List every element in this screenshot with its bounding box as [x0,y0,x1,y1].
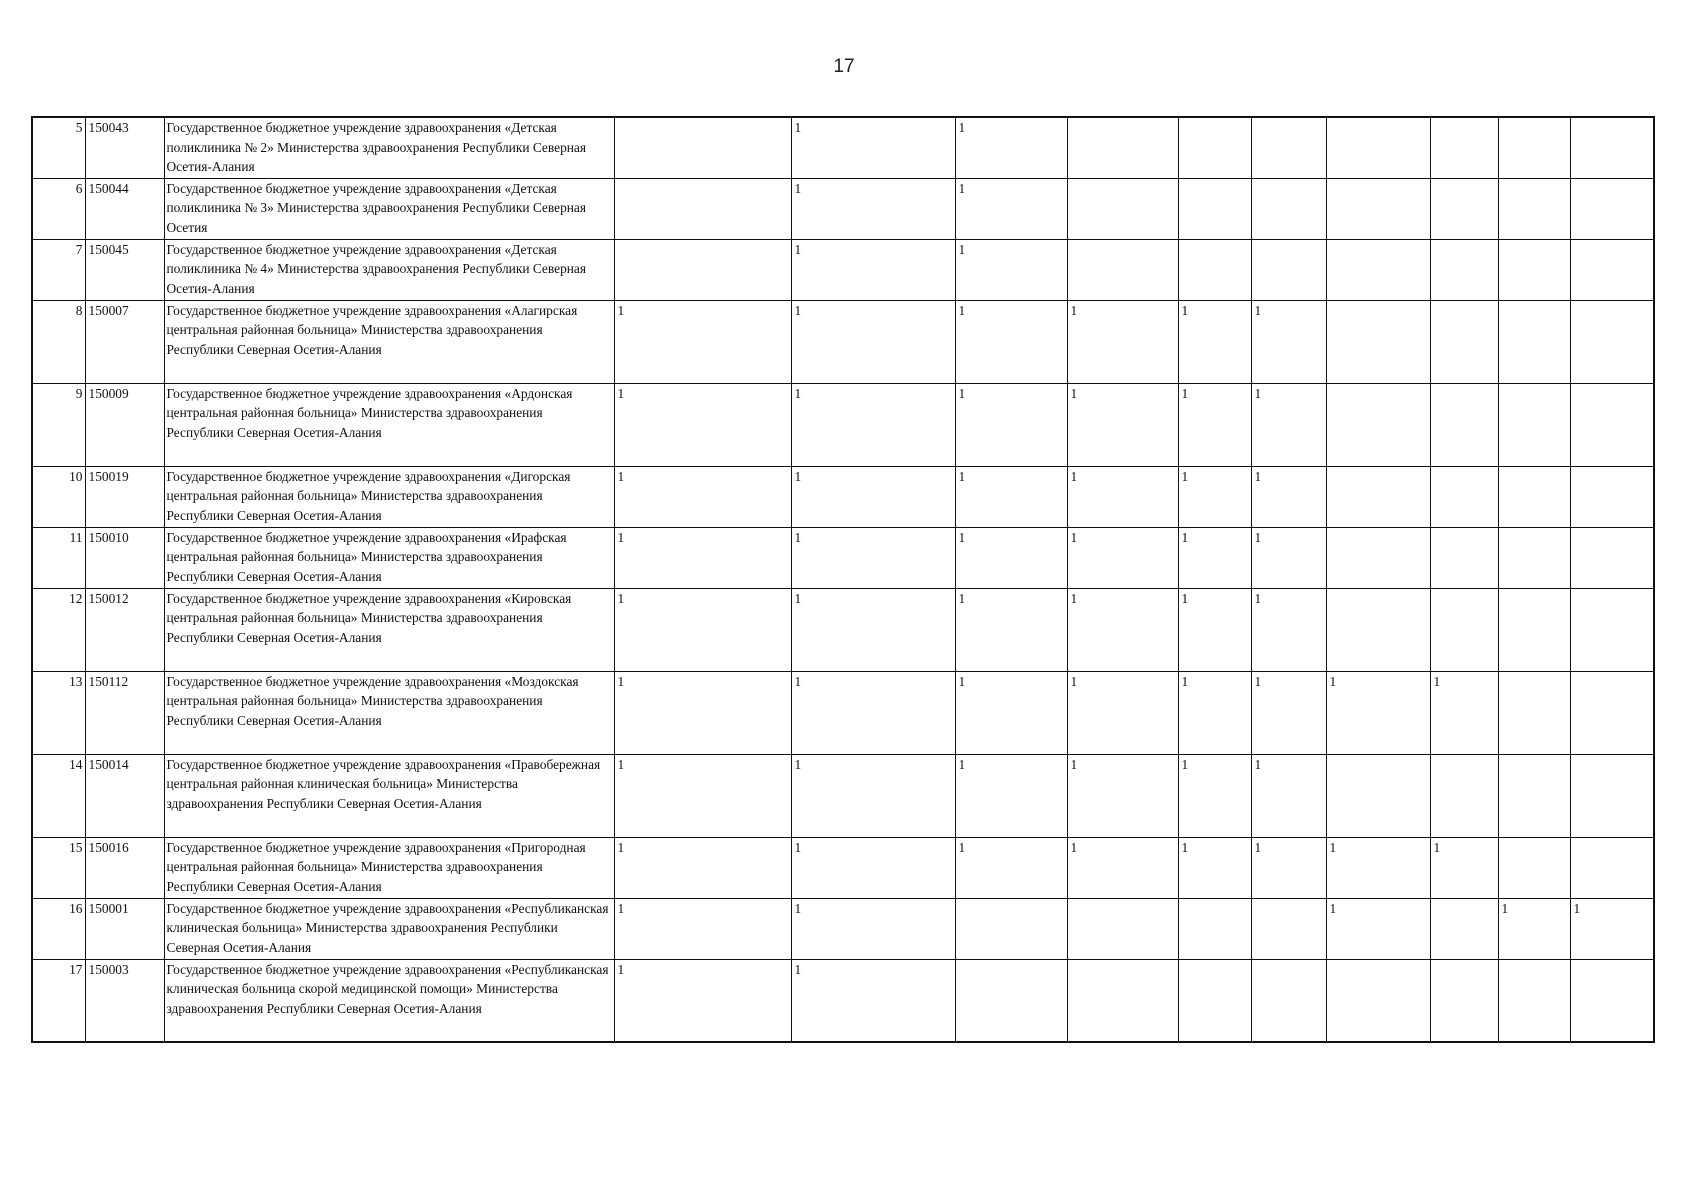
mark-cell-4 [1067,239,1178,300]
mark-cell-2: 1 [791,239,955,300]
mark-cell-3: 1 [955,300,1067,383]
table-row [32,588,1654,671]
mark-cell-1: 1 [614,959,791,1042]
mark-cell-7 [1326,959,1430,1042]
mark-cell-6: 1 [1251,383,1326,466]
mark-cell-6: 1 [1251,671,1326,754]
mark-cell-8: 1 [1430,837,1498,898]
mark-cell-10 [1570,466,1654,527]
mark-cell-1: 1 [614,383,791,466]
mark-cell-9 [1498,527,1570,588]
institution-code: 150012 [85,588,164,671]
mark-cell-9 [1498,959,1570,1042]
mark-cell-6 [1251,898,1326,959]
mark-cell-2: 1 [791,898,955,959]
mark-cell-3: 1 [955,527,1067,588]
mark-cell-5: 1 [1178,754,1251,837]
mark-cell-6: 1 [1251,754,1326,837]
mark-cell-8 [1430,588,1498,671]
mark-cell-4: 1 [1067,671,1178,754]
mark-cell-4: 1 [1067,754,1178,837]
row-number: 16 [32,898,85,959]
institution-name: Государственное бюджетное учреждение здравоохранения «Пригородная центральная районная больница» Министерства здравоохранения Республики Северная Осетия-Алания [164,837,614,898]
mark-cell-4: 1 [1067,837,1178,898]
mark-cell-7 [1326,527,1430,588]
mark-cell-4 [1067,178,1178,239]
mark-cell-8 [1430,898,1498,959]
mark-cell-4: 1 [1067,383,1178,466]
mark-cell-1: 1 [614,671,791,754]
mark-cell-9 [1498,178,1570,239]
mark-cell-5: 1 [1178,527,1251,588]
mark-cell-5: 1 [1178,466,1251,527]
row-number: 9 [32,383,85,466]
mark-cell-1: 1 [614,754,791,837]
mark-cell-6: 1 [1251,466,1326,527]
mark-cell-7: 1 [1326,837,1430,898]
mark-cell-7: 1 [1326,671,1430,754]
mark-cell-9 [1498,300,1570,383]
mark-cell-8 [1430,239,1498,300]
mark-cell-10 [1570,383,1654,466]
row-number: 8 [32,300,85,383]
row-number: 14 [32,754,85,837]
mark-cell-5: 1 [1178,588,1251,671]
mark-cell-9 [1498,466,1570,527]
table-row [32,527,1654,588]
mark-cell-4: 1 [1067,588,1178,671]
mark-cell-7 [1326,178,1430,239]
mark-cell-5 [1178,239,1251,300]
mark-cell-10 [1570,754,1654,837]
row-number: 12 [32,588,85,671]
institution-code: 150003 [85,959,164,1042]
mark-cell-2: 1 [791,959,955,1042]
mark-cell-3 [955,959,1067,1042]
registry-table [31,116,1655,1043]
mark-cell-7 [1326,239,1430,300]
mark-cell-6: 1 [1251,588,1326,671]
institution-name: Государственное бюджетное учреждение здравоохранения «Детская поликлиника № 4» Министерства здравоохранения Республики Северная Осетия-Алания [164,239,614,300]
row-number: 15 [32,837,85,898]
institution-code: 150009 [85,383,164,466]
institution-code: 150014 [85,754,164,837]
mark-cell-8 [1430,959,1498,1042]
mark-cell-3: 1 [955,466,1067,527]
mark-cell-10 [1570,671,1654,754]
mark-cell-10 [1570,239,1654,300]
mark-cell-10 [1570,300,1654,383]
mark-cell-9 [1498,239,1570,300]
mark-cell-9 [1498,671,1570,754]
institution-name: Государственное бюджетное учреждение здравоохранения «Ардонская центральная районная больница» Министерства здравоохранения Республики Северная Осетия-Алания [164,383,614,466]
institution-code: 150016 [85,837,164,898]
mark-cell-6 [1251,178,1326,239]
mark-cell-8 [1430,754,1498,837]
institution-code: 150019 [85,466,164,527]
mark-cell-5 [1178,178,1251,239]
mark-cell-6: 1 [1251,300,1326,383]
mark-cell-9 [1498,117,1570,178]
institution-name: Государственное бюджетное учреждение здравоохранения «Правобережная центральная районная клиническая больница» Министерства здравоохранения Республики Северная Осетия-Алания [164,754,614,837]
row-number: 17 [32,959,85,1042]
mark-cell-1 [614,117,791,178]
mark-cell-2: 1 [791,117,955,178]
mark-cell-1 [614,178,791,239]
mark-cell-7 [1326,117,1430,178]
mark-cell-9 [1498,754,1570,837]
row-number: 13 [32,671,85,754]
mark-cell-6: 1 [1251,527,1326,588]
mark-cell-2: 1 [791,671,955,754]
mark-cell-8 [1430,466,1498,527]
mark-cell-10 [1570,178,1654,239]
mark-cell-7 [1326,466,1430,527]
table-row [32,300,1654,383]
mark-cell-1: 1 [614,527,791,588]
mark-cell-3: 1 [955,117,1067,178]
institution-name: Государственное бюджетное учреждение здравоохранения «Моздокская центральная районная больница» Министерства здравоохранения Республики Северная Осетия-Алания [164,671,614,754]
institution-name: Государственное бюджетное учреждение здравоохранения «Республиканская клиническая больница скорой медицинской помощи» Министерства здравоохранения Республики Северная Осетия-Алания [164,959,614,1042]
institution-code: 150112 [85,671,164,754]
mark-cell-8 [1430,527,1498,588]
mark-cell-8 [1430,300,1498,383]
institution-name: Государственное бюджетное учреждение здравоохранения «Республиканская клиническая больница» Министерства здравоохранения Республики Северная Осетия-Алания [164,898,614,959]
mark-cell-7 [1326,754,1430,837]
mark-cell-7 [1326,383,1430,466]
mark-cell-2: 1 [791,383,955,466]
mark-cell-4: 1 [1067,300,1178,383]
mark-cell-5 [1178,959,1251,1042]
mark-cell-3: 1 [955,754,1067,837]
table-row [32,178,1654,239]
mark-cell-7: 1 [1326,898,1430,959]
mark-cell-3: 1 [955,383,1067,466]
table-row [32,383,1654,466]
institution-name: Государственное бюджетное учреждение здравоохранения «Ирафская центральная районная больница» Министерства здравоохранения Республики Северная Осетия-Алания [164,527,614,588]
mark-cell-5 [1178,117,1251,178]
mark-cell-1: 1 [614,898,791,959]
mark-cell-10: 1 [1570,898,1654,959]
mark-cell-9: 1 [1498,898,1570,959]
page-number: 17 [833,56,855,77]
mark-cell-5: 1 [1178,300,1251,383]
mark-cell-4 [1067,898,1178,959]
mark-cell-4 [1067,117,1178,178]
mark-cell-2: 1 [791,754,955,837]
mark-cell-10 [1570,527,1654,588]
institution-code: 150043 [85,117,164,178]
mark-cell-9 [1498,837,1570,898]
mark-cell-8 [1430,383,1498,466]
mark-cell-9 [1498,588,1570,671]
table-row [32,754,1654,837]
institution-name: Государственное бюджетное учреждение здравоохранения «Кировская центральная районная больница» Министерства здравоохранения Республики Северная Осетия-Алания [164,588,614,671]
mark-cell-3: 1 [955,178,1067,239]
mark-cell-6 [1251,239,1326,300]
mark-cell-6: 1 [1251,837,1326,898]
mark-cell-2: 1 [791,588,955,671]
mark-cell-10 [1570,588,1654,671]
mark-cell-5: 1 [1178,383,1251,466]
mark-cell-6 [1251,117,1326,178]
mark-cell-4: 1 [1067,527,1178,588]
mark-cell-2: 1 [791,837,955,898]
mark-cell-1: 1 [614,300,791,383]
mark-cell-7 [1326,300,1430,383]
mark-cell-2: 1 [791,178,955,239]
mark-cell-5: 1 [1178,837,1251,898]
row-number: 5 [32,117,85,178]
mark-cell-9 [1498,383,1570,466]
mark-cell-3: 1 [955,837,1067,898]
mark-cell-4 [1067,959,1178,1042]
mark-cell-10 [1570,959,1654,1042]
institution-name: Государственное бюджетное учреждение здравоохранения «Детская поликлиника № 3» Министерства здравоохранения Республики Северная Осетия [164,178,614,239]
institution-code: 150010 [85,527,164,588]
mark-cell-6 [1251,959,1326,1042]
institution-code: 150007 [85,300,164,383]
institution-name: Государственное бюджетное учреждение здравоохранения «Дигорская центральная районная больница» Министерства здравоохранения Республики Северная Осетия-Алания [164,466,614,527]
mark-cell-7 [1326,588,1430,671]
table-row [32,671,1654,754]
mark-cell-10 [1570,117,1654,178]
mark-cell-3 [955,898,1067,959]
table-row [32,898,1654,959]
mark-cell-1: 1 [614,588,791,671]
row-number: 11 [32,527,85,588]
institution-code: 150045 [85,239,164,300]
table-row [32,117,1654,178]
mark-cell-1: 1 [614,466,791,527]
institution-code: 150001 [85,898,164,959]
institution-name: Государственное бюджетное учреждение здравоохранения «Алагирская центральная районная больница» Министерства здравоохранения Республики Северная Осетия-Алания [164,300,614,383]
table-row [32,466,1654,527]
table-row [32,837,1654,898]
mark-cell-4: 1 [1067,466,1178,527]
mark-cell-5 [1178,898,1251,959]
mark-cell-8: 1 [1430,671,1498,754]
mark-cell-1: 1 [614,837,791,898]
institution-code: 150044 [85,178,164,239]
table-row [32,959,1654,1042]
row-number: 6 [32,178,85,239]
institution-name: Государственное бюджетное учреждение здравоохранения «Детская поликлиника № 2» Министерства здравоохранения Республики Северная Осетия-Алания [164,117,614,178]
mark-cell-3: 1 [955,239,1067,300]
mark-cell-2: 1 [791,527,955,588]
mark-cell-2: 1 [791,300,955,383]
mark-cell-1 [614,239,791,300]
mark-cell-3: 1 [955,671,1067,754]
mark-cell-3: 1 [955,588,1067,671]
table-row [32,239,1654,300]
mark-cell-2: 1 [791,466,955,527]
mark-cell-5: 1 [1178,671,1251,754]
row-number: 10 [32,466,85,527]
row-number: 7 [32,239,85,300]
mark-cell-10 [1570,837,1654,898]
mark-cell-8 [1430,117,1498,178]
mark-cell-8 [1430,178,1498,239]
